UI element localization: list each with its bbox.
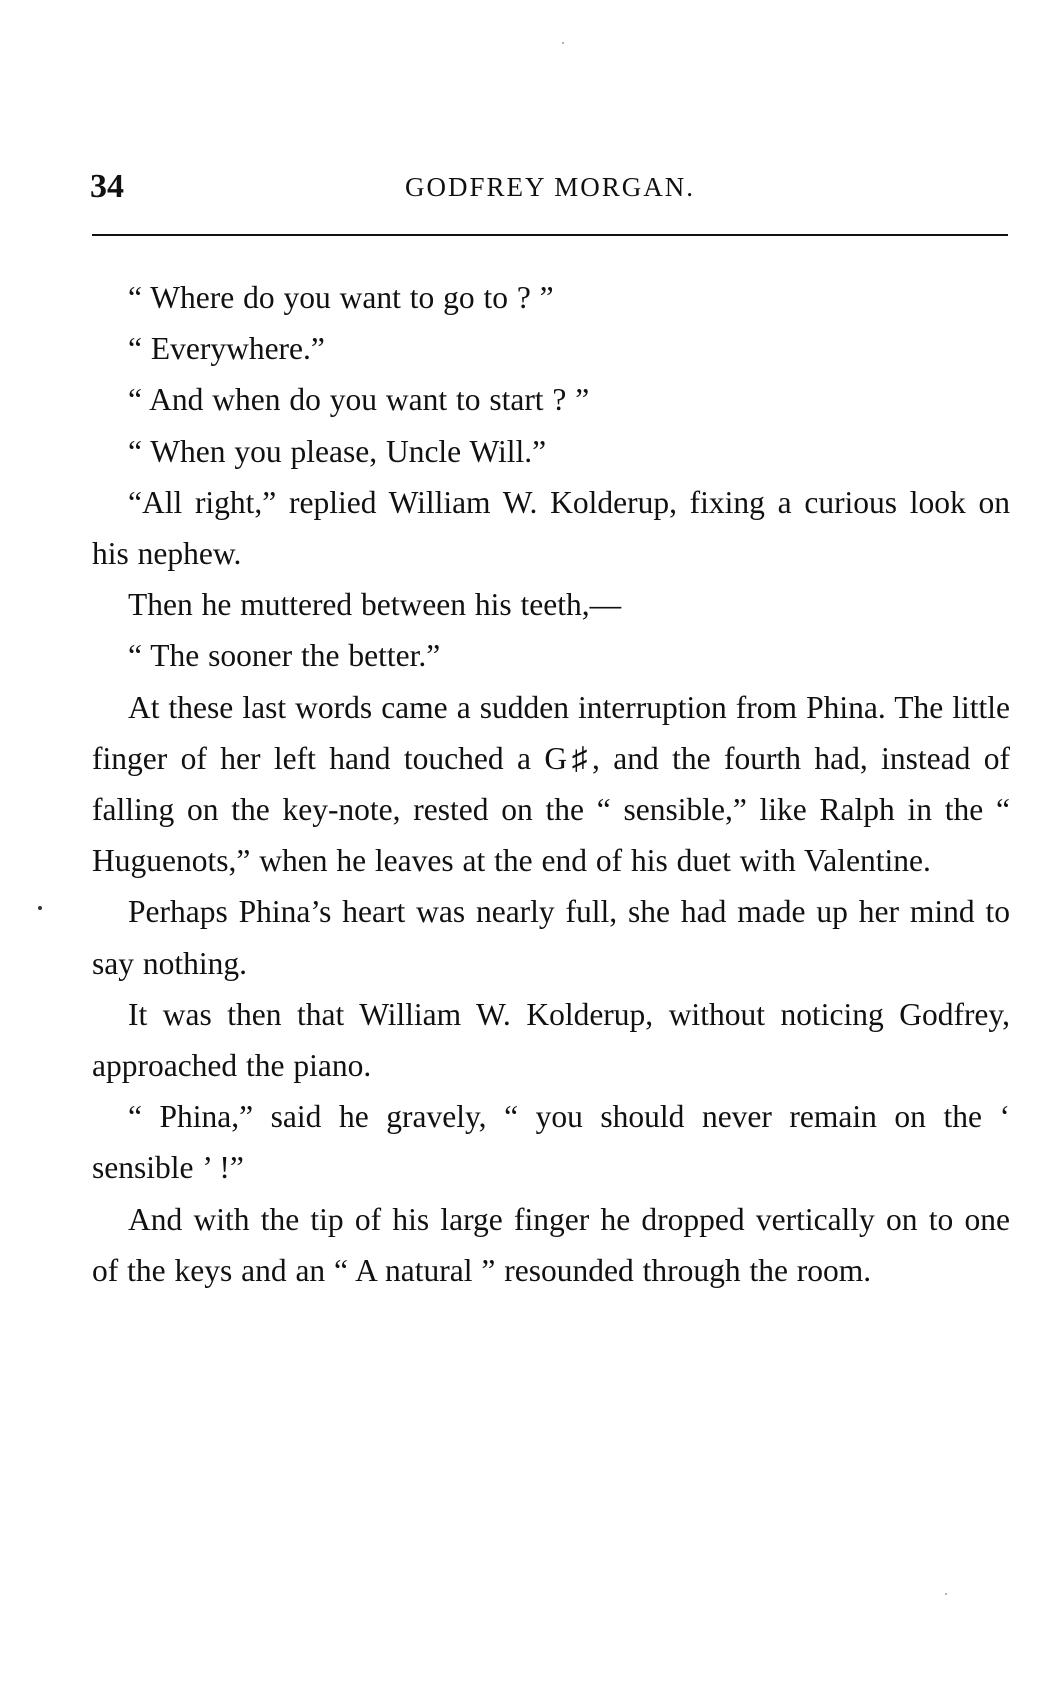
paragraph: “ Everywhere.” <box>128 331 325 367</box>
margin-speck <box>38 906 42 910</box>
paragraph: “ When you please, Uncle Will.” <box>128 433 547 469</box>
page-header <box>90 168 1010 208</box>
paragraph: And with the tip of his large finger he dropped vertically on to one of the keys and an “ A natural ” resounded through the room. <box>92 1201 1010 1288</box>
paragraph: “All right,” replied William W. Kolderup, fixing a curious look on his nephew. <box>92 484 1010 572</box>
scan-speck <box>562 42 564 44</box>
scan-speck <box>945 1593 947 1595</box>
paragraph: “ Phina,” said he gravely, “ you should never remain on the ‘ sensible ’ !” <box>92 1099 1010 1186</box>
paragraph: It was then that William W. Kolderup, without noticing Godfrey, approached the piano. <box>92 996 1010 1084</box>
paragraph: At these last words came a sudden interruption from Phina. The little finger of her left hand touched a G♯, and the fourth had, instead of falling on the key-note, rested on the “ sensible,” like Ralph in the “ Huguenots,” when he leaves at the end of his duet with Valentine. <box>92 689 1010 879</box>
running-title: GODFREY MORGAN. <box>404 172 696 202</box>
body-text <box>92 272 1010 1296</box>
paragraph: “ The sooner the better.” <box>128 638 441 674</box>
paragraph: Perhaps Phina’s heart was nearly full, she had made up her mind to say nothing. <box>92 894 1010 981</box>
header-rule <box>92 234 1008 236</box>
paragraph: Then he muttered between his teeth,— <box>128 587 622 623</box>
page-number: 34 <box>90 168 124 205</box>
paragraph: “ Where do you want to go to ? ” <box>128 280 554 315</box>
paragraph: “ And when do you want to start ? ” <box>128 382 590 418</box>
